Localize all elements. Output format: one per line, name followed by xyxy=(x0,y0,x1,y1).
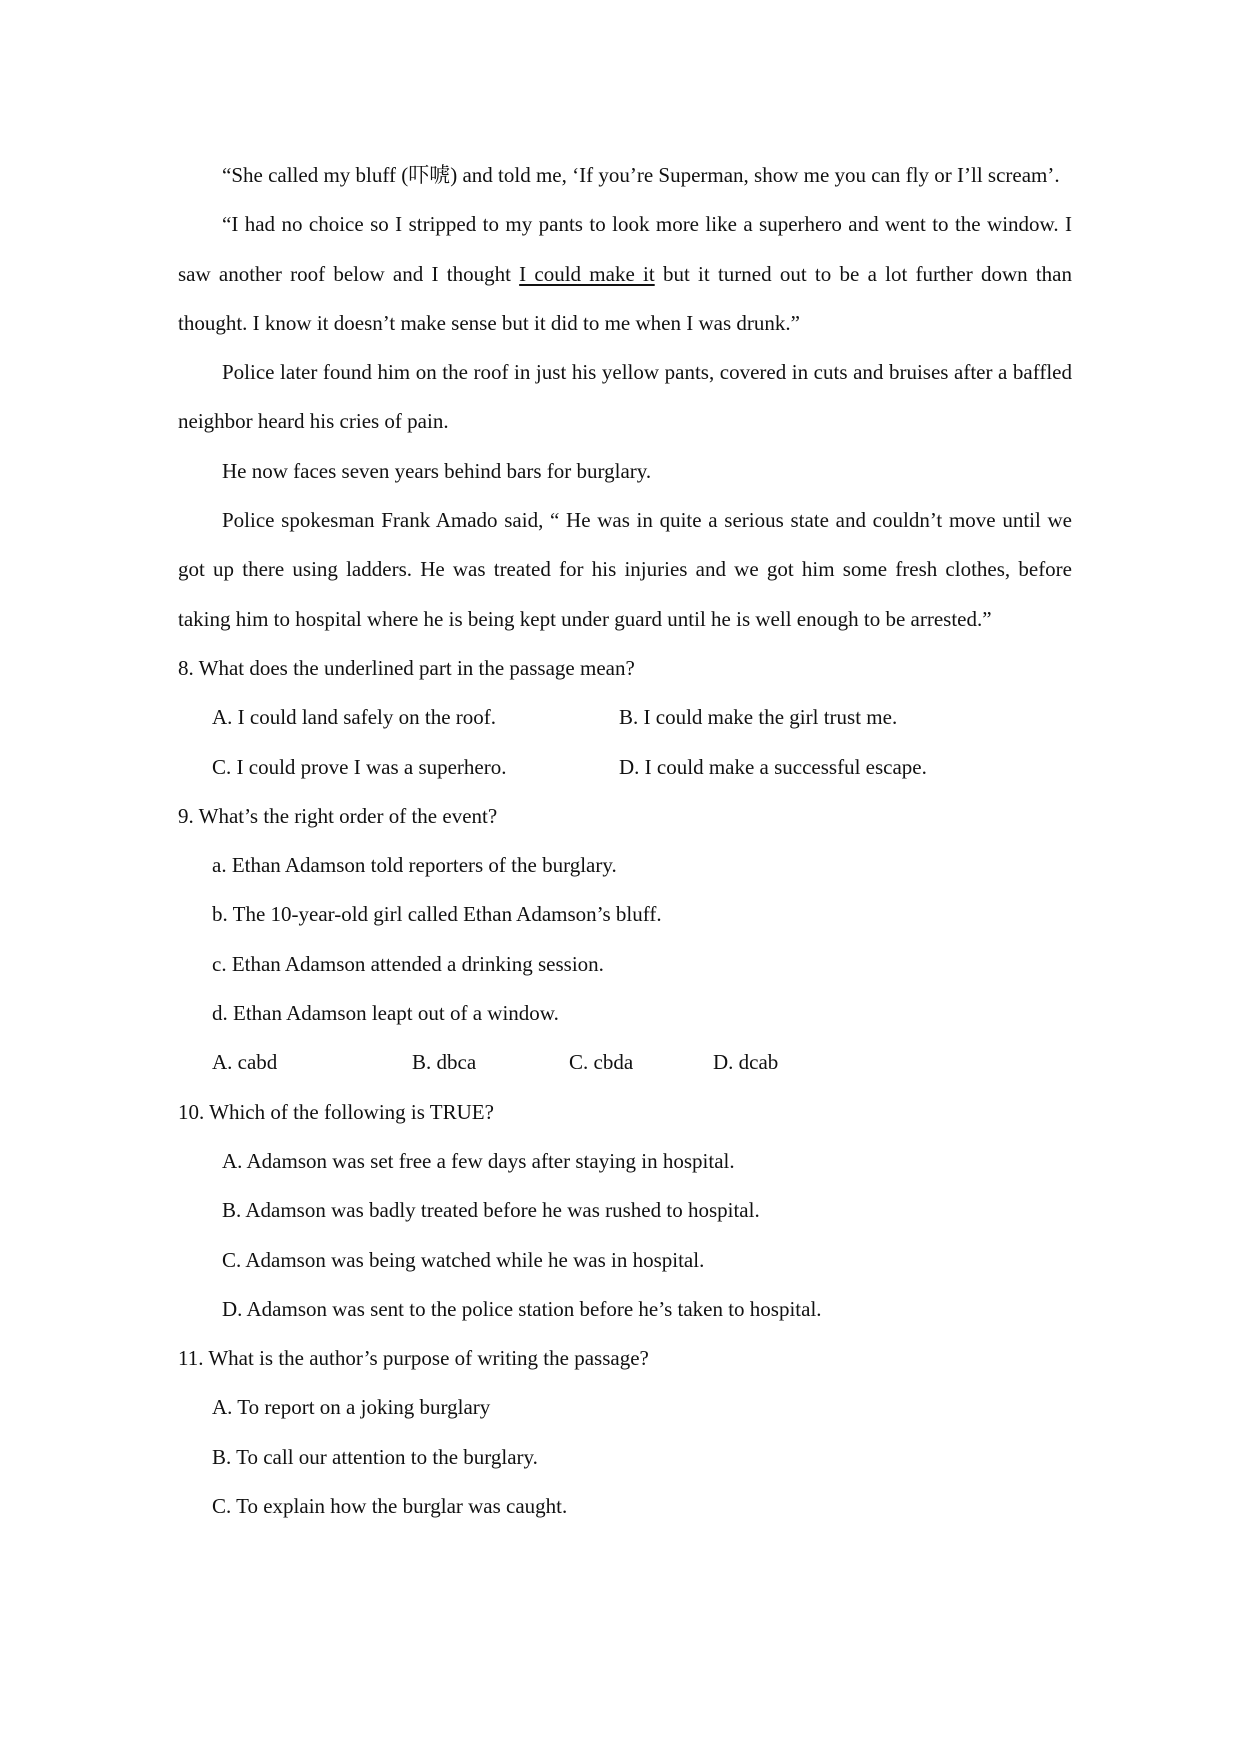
event: d. Ethan Adamson leapt out of a window. xyxy=(212,1001,559,1026)
option-row xyxy=(178,693,1072,742)
question-stem: 10. Which of the following is TRUE? xyxy=(178,1099,494,1124)
option: C. I could prove I was a superhero. xyxy=(212,754,507,779)
option: B. dbca xyxy=(412,1050,477,1075)
option: D. dcab xyxy=(713,1050,779,1075)
option: B. To call our attention to the burglary. xyxy=(212,1444,538,1469)
option: C. cbda xyxy=(569,1050,634,1075)
option: B. Adamson was badly treated before he was rushed to hospital. xyxy=(222,1198,760,1223)
document-page xyxy=(178,151,1072,1531)
option: C. Adamson was being watched while he was in hospital. xyxy=(222,1247,705,1272)
event: b. The 10-year-old girl called Ethan Adamson’s bluff. xyxy=(212,902,662,927)
option: A. To report on a joking burglary xyxy=(212,1395,491,1420)
event: c. Ethan Adamson attended a drinking session. xyxy=(212,951,604,976)
text: but it turned out to be a lot further down than thought. I know it doesn’t make sense but it did to me when I was drunk.” xyxy=(178,261,1073,335)
option: A. cabd xyxy=(212,1050,278,1075)
option: C. To explain how the burglar was caught. xyxy=(212,1494,568,1519)
option: A. I could land safely on the roof. xyxy=(212,705,497,730)
paragraph: Police spokesman Frank Amado said, “ He was in quite a serious state and couldn’t move until we got up there using ladders. He was treated for his injuries and we got him some fresh clothes, before taking him to hospital where he is being kept under guard until he is well enough to be arrested.” xyxy=(178,508,1072,631)
paragraph: “She called my bluff (吓唬) and told me, ‘If you’re Superman, show me you can fly or I’ll scream’. xyxy=(222,163,1060,187)
option: D. Adamson was sent to the police station before he’s taken to hospital. xyxy=(222,1296,822,1321)
option: B. I could make the girl trust me. xyxy=(619,705,898,730)
underlined-phrase: I could make it xyxy=(519,261,655,286)
question-stem: 9. What’s the right order of the event? xyxy=(178,803,498,828)
option: D. I could make a successful escape. xyxy=(619,754,927,779)
option-row xyxy=(178,743,1072,792)
paragraph: He now faces seven years behind bars for burglary. xyxy=(222,458,652,483)
paragraph: Police later found him on the roof in just his yellow pants, covered in cuts and bruises after a baffled neighbor heard his cries of pain. xyxy=(178,360,1072,434)
question-stem: 8. What does the underlined part in the passage mean? xyxy=(178,655,635,680)
text: “I had no choice so I stripped to my pants to look more like a superhero and went to the window. I saw another roof below and I thought xyxy=(178,212,1072,286)
paragraph xyxy=(178,200,1072,348)
question-stem: 11. What is the author’s purpose of writing the passage? xyxy=(178,1346,649,1371)
event: a. Ethan Adamson told reporters of the burglary. xyxy=(212,853,617,878)
option-row xyxy=(178,1038,1072,1087)
option: A. Adamson was set free a few days after staying in hospital. xyxy=(222,1148,735,1173)
